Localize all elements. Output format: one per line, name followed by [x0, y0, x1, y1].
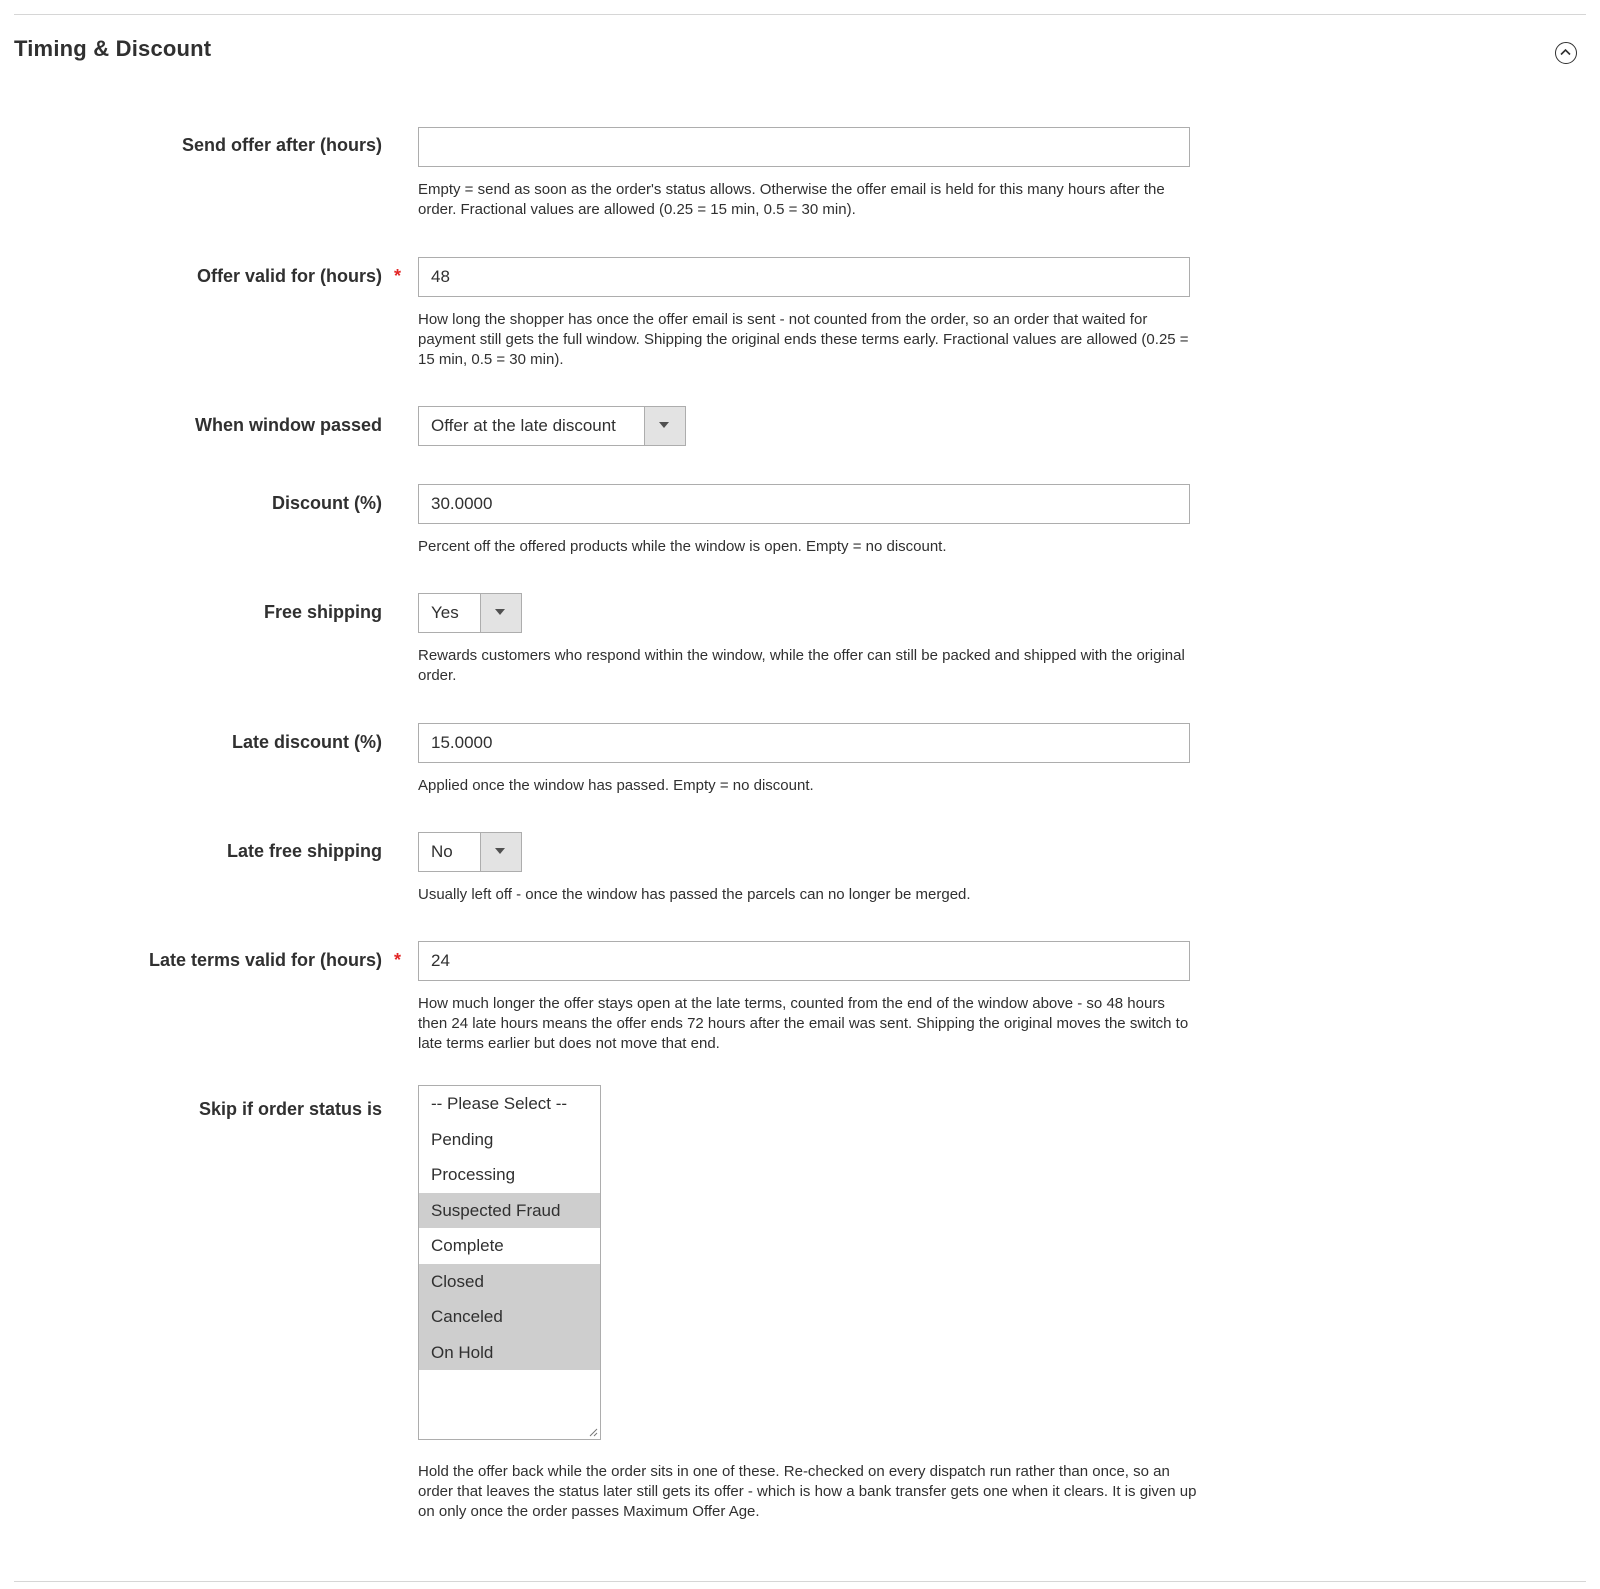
late-discount-label: Late discount (%)	[231, 732, 382, 752]
discount-input[interactable]: 30.0000	[418, 484, 1190, 524]
status-option[interactable]: Pending	[431, 1129, 494, 1149]
late-valid-for-input[interactable]: 24	[418, 941, 1190, 981]
late-free-shipping-select[interactable]	[418, 832, 522, 872]
send-after-label: Send offer after (hours)	[181, 135, 382, 155]
status-option[interactable]: -- Please Select --	[431, 1094, 568, 1113]
free-shipping-value: Yes	[431, 603, 459, 622]
late-free-shipping-note: Usually left off - once the window has passed the parcels can no longer be merged.	[418, 886, 971, 903]
chevron-down-icon[interactable]	[480, 833, 521, 871]
send-after-input[interactable]	[418, 127, 1190, 167]
section-title: Timing & Discount	[14, 36, 212, 61]
status-option[interactable]: Canceled	[419, 1299, 600, 1335]
skip-status-note: Hold the offer back while the order sits in one of these. Re-checked on every dispatch run rather than once, so an order that leaves the status later still gets its offer - which is how a bank transfer gets one when it clears. It is given up on only once the order passes Maximum Offer Age.	[418, 1463, 1197, 1520]
send-after-note: Empty = send as soon as the order's status allows. Otherwise the offer email is held for this many hours after the order. Fractional values are allowed (0.25 = 15 min, 0.5 = 30 min).	[418, 181, 1165, 218]
chevron-down-icon[interactable]	[644, 407, 685, 445]
status-option[interactable]: Closed	[419, 1264, 600, 1300]
section-bottom-divider	[14, 1581, 1586, 1582]
late-valid-for-label: Late terms valid for (hours)	[148, 950, 382, 970]
section-top-divider	[14, 14, 1586, 15]
late-valid-for-note: How much longer the offer stays open at the late terms, counted from the end of the window above - so 48 hours then 24 late hours means the offer ends 72 hours after the email was sent. Shipping the original moves the switch to late terms earlier but does not move that end.	[418, 995, 1189, 1052]
free-shipping-select[interactable]	[418, 593, 522, 633]
late-free-shipping-label: Late free shipping	[226, 841, 382, 861]
valid-for-label: Offer valid for (hours)	[196, 266, 382, 286]
window-passed-label: When window passed	[194, 415, 382, 435]
resize-handle-icon[interactable]	[588, 1427, 598, 1437]
discount-label: Discount (%)	[272, 493, 382, 513]
late-discount-input[interactable]: 15.0000	[418, 723, 1190, 763]
discount-note: Percent off the offered products while the window is open. Empty = no discount.	[418, 538, 947, 555]
required-marker: *	[394, 266, 402, 286]
status-option[interactable]: Complete	[431, 1236, 504, 1255]
window-passed-value: Offer at the late discount	[431, 416, 616, 435]
window-passed-select[interactable]	[418, 406, 686, 446]
late-free-shipping-value: No	[431, 842, 453, 861]
skip-status-multiselect[interactable]	[418, 1085, 601, 1440]
required-marker: *	[394, 950, 402, 970]
status-option[interactable]: Suspected Fraud	[419, 1193, 600, 1229]
late-discount-note: Applied once the window has passed. Empty = no discount.	[418, 777, 814, 794]
status-option[interactable]: Processing	[431, 1165, 516, 1184]
free-shipping-label: Free shipping	[263, 602, 382, 622]
chevron-up-circle-icon[interactable]	[1555, 42, 1577, 64]
status-option[interactable]: On Hold	[419, 1335, 600, 1371]
valid-for-input[interactable]: 48	[418, 257, 1190, 297]
valid-for-note: How long the shopper has once the offer email is sent - not counted from the order, so an order that waited for payment still gets the full window. Shipping the original ends these terms early. Fractional values are allowed (0.25 = 15 min, 0.5 = 30 min).	[418, 311, 1189, 368]
chevron-down-icon[interactable]	[480, 594, 521, 632]
free-shipping-note: Rewards customers who respond within the window, while the offer can still be packed and shipped with the original order.	[418, 647, 1185, 684]
skip-status-label: Skip if order status is	[198, 1099, 382, 1119]
